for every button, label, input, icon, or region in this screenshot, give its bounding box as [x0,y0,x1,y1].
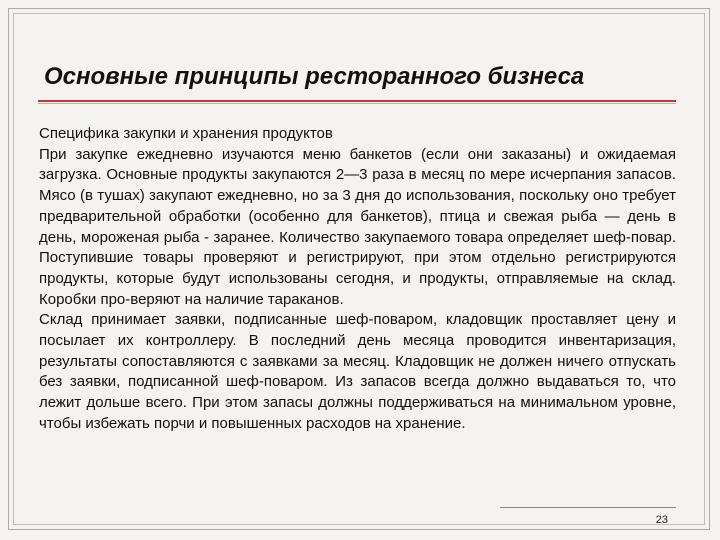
page-number: 23 [655,514,668,526]
paragraph-storage: Склад принимает заявки, подписанные шеф-поваром, кладовщик проставляет цену и посылает их контроллеру. В последний день месяца проводится инвентаризация, результаты сопоставляются с заявками за месяц. Кладовщик не должен ничего отпускать без заявки, подписанной шеф-поваром. Из запасов всегда должно выдаваться то, что лежит дольше всего. При этом запасы должны поддерживаться на минимальном уровне, чтобы избежать порчи и повышенных расходов на хранение. [39,311,676,432]
paragraph-purchasing: При закупке ежедневно изучаются меню банкетов (если они заказаны) и ожидаемая загрузка. Основные продукты закупаются 2—3 раза в месяц по мере исчерпания запасов. Мясо (в тушах) закупают ежедневно, но за 3 дня до использования, поскольку оно требует предварительной обработки (особенно для банкетов), птица и свежая рыба — день в день, мороженая рыба - заранее. Количество закупаемого товара определяет шеф-повар. Поступившие товары проверяют и регистрируют, при этом отдельно регистрируются продукты, которые будут использованы сегодня, и продукты, отправляемые на склад. Коробки про-веряют на наличие тараканов. [39,145,676,308]
title-underline [38,100,676,102]
slide-title: Основные принципы ресторанного бизнеса [44,63,585,90]
slide-body [39,124,676,435]
title-underline-shadow [38,103,676,104]
section-heading: Специфика закупки и хранения продуктов [39,125,333,142]
page-number-box [500,507,676,532]
